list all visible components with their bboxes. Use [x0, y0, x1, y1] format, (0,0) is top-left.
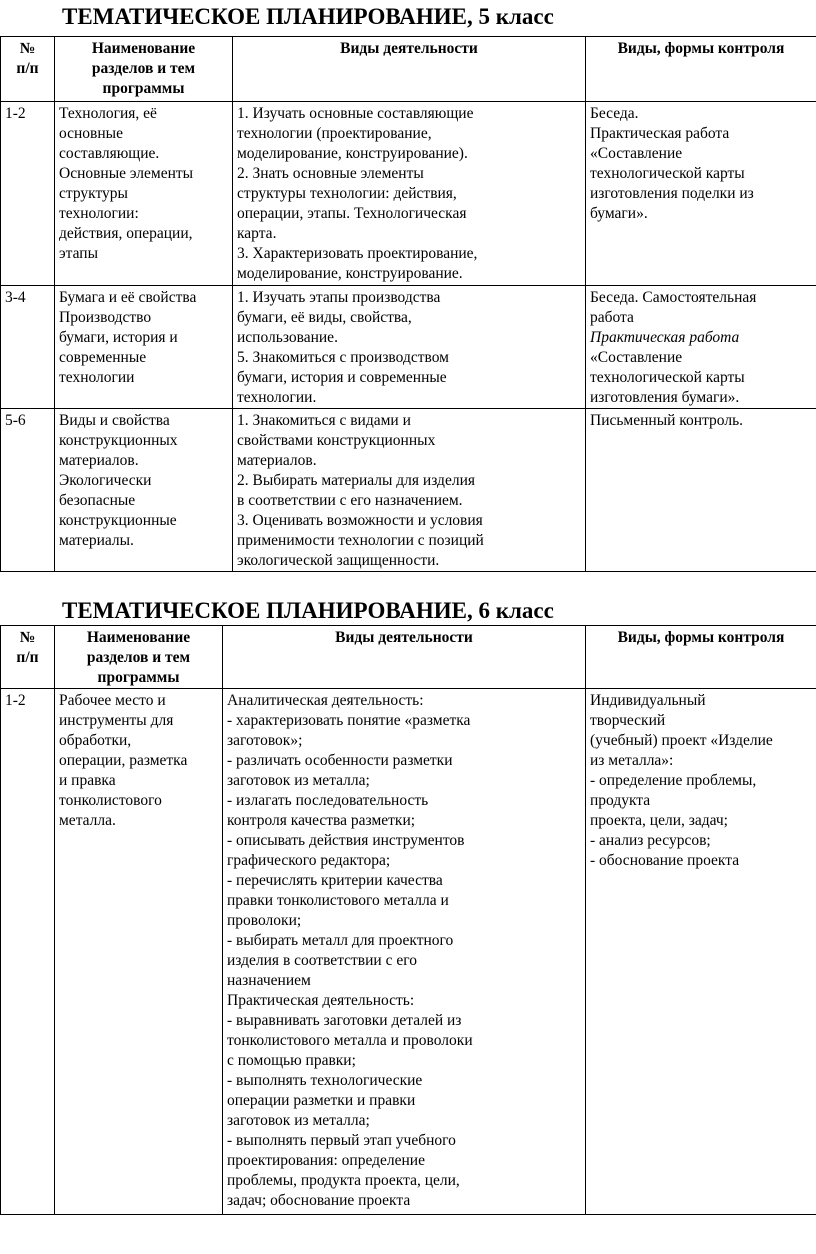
header-text: Наименование: [91, 40, 196, 57]
table-header-row: [1, 626, 816, 689]
text-line: Аналитическая деятельность:: [227, 692, 424, 709]
text-line: тонколистового металла и проволоки: [227, 1032, 473, 1049]
text-line: заготовок из металла;: [227, 1112, 370, 1129]
text-line: в соответствии с его назначением.: [237, 492, 463, 509]
text-line: - выполнять первый этап учебного: [227, 1132, 456, 1149]
header-text: программы: [97, 669, 180, 686]
text-line: составляющие.: [59, 145, 160, 162]
text-line: конструкционные: [59, 512, 177, 529]
text-line: технологии.: [237, 389, 317, 406]
text-line: Бумага и её свойства: [59, 289, 197, 306]
header-text: программы: [102, 80, 185, 97]
header-activity: [223, 626, 586, 689]
header-text: разделов и тем: [86, 649, 191, 666]
text-line: 2. Выбирать материалы для изделия: [237, 472, 475, 489]
row-activity: [223, 689, 586, 1215]
text-line: технологии: [59, 369, 135, 386]
section-title-grade-5: ТЕМАТИЧЕСКОЕ ПЛАНИРОВАНИЕ, 5 класс: [62, 4, 554, 29]
text-line: проекта, цели, задач;: [590, 812, 728, 829]
text-line: Практическая работа: [590, 125, 730, 142]
text-line: 3. Характеризовать проектирование,: [237, 245, 478, 262]
text-line: экологической защищенности.: [237, 552, 440, 569]
table-row: [1, 102, 816, 286]
row-control: [586, 689, 816, 1215]
text-line: - различать особенности разметки: [227, 752, 453, 769]
text-line: бумаги».: [590, 205, 648, 222]
text-line: назначением: [227, 972, 311, 989]
text-line: - перечислять критерии качества: [227, 872, 443, 889]
row-number: 5-6: [1, 409, 55, 572]
text-line: изготовления поделки из: [590, 185, 754, 202]
text-line: контроля качества разметки;: [227, 812, 416, 829]
text-line: бумаги, история и современные: [237, 369, 447, 386]
row-activity: [233, 102, 586, 286]
text-line: применимости технологии с позиций: [237, 532, 484, 549]
text-line: Индивидуальный: [590, 692, 706, 709]
text-line: моделирование, конструирование.: [237, 265, 463, 282]
text-line: карта.: [237, 225, 277, 242]
table-row: [1, 409, 816, 572]
text-line: изделия в соответствии с его: [227, 952, 417, 969]
text-line: материалов.: [237, 452, 317, 469]
row-control: [586, 286, 816, 409]
header-text: разделов и тем: [91, 60, 196, 77]
plan-table-grade-6: [0, 625, 816, 1215]
text-line: технологии:: [59, 205, 139, 222]
text-line: - описывать действия инструментов: [227, 832, 465, 849]
row-control: [586, 102, 816, 286]
text-line: Рабочее место и: [59, 692, 166, 709]
header-topic: [55, 37, 233, 102]
text-line: - выполнять технологические: [227, 1072, 423, 1089]
text-line: Практическая деятельность:: [227, 992, 415, 1009]
row-activity: [233, 409, 586, 572]
text-line: изготовления бумаги».: [590, 389, 740, 406]
text-line: использование.: [237, 329, 338, 346]
text-line: материалов.: [59, 452, 139, 469]
text-line: - анализ ресурсов;: [590, 832, 711, 849]
text-line: Виды и свойства: [59, 412, 170, 429]
header-text: п/п: [16, 649, 39, 666]
text-line: операции разметки и правки: [227, 1092, 416, 1109]
text-line: - выравнивать заготовки деталей из: [227, 1012, 462, 1029]
text-line: проволоки;: [227, 912, 302, 929]
header-text: Виды, формы контроля: [617, 40, 785, 57]
text-line: Практическая работа: [590, 329, 740, 346]
text-line: Беседа.: [590, 105, 639, 122]
text-line: операции, этапы. Технологическая: [237, 205, 467, 222]
header-text: №: [19, 40, 36, 57]
table-row: [1, 286, 816, 409]
text-line: обработки,: [59, 732, 132, 749]
text-line: - характеризовать понятие «разметка: [227, 712, 471, 729]
text-line: бумаги, история и: [59, 329, 178, 346]
text-line: технологии (проектирование,: [237, 125, 432, 142]
text-line: 1. Изучать этапы производства: [237, 289, 441, 306]
text-line: - обоснование проекта: [590, 852, 740, 869]
row-number: 1-2: [1, 102, 55, 286]
text-line: и правка: [59, 772, 116, 789]
text-line: заготовок из металла;: [227, 772, 370, 789]
text-line: технологической карты: [590, 165, 745, 182]
text-line: 2. Знать основные элементы: [237, 165, 424, 182]
header-control: [586, 626, 816, 689]
row-control: [586, 409, 816, 572]
text-line: бумаги, её виды, свойства,: [237, 309, 412, 326]
text-line: (учебный) проект «Изделие: [590, 732, 773, 749]
text-line: «Составление: [590, 145, 683, 162]
text-line: Технология, её: [59, 105, 157, 122]
text-line: с помощью правки;: [227, 1052, 356, 1069]
row-number: 3-4: [1, 286, 55, 409]
text-line: технологической карты: [590, 369, 745, 386]
text-line: структуры технологии: действия,: [237, 185, 457, 202]
text-line: проектирования: определение: [227, 1152, 425, 1169]
plan-table-grade-5: [0, 36, 816, 572]
row-topic: [55, 689, 223, 1215]
text-line: 1. Знакомиться с видами и: [237, 412, 411, 429]
text-line: Экологически: [59, 472, 152, 489]
header-activity: [233, 37, 586, 102]
text-line: структуры: [59, 185, 128, 202]
text-line: работа: [590, 309, 634, 326]
row-activity: [233, 286, 586, 409]
row-topic: [55, 102, 233, 286]
text-line: материалы.: [59, 532, 134, 549]
table-row: [1, 689, 816, 1215]
text-line: проблемы, продукта проекта, цели,: [227, 1172, 460, 1189]
header-text: Виды деятельности: [335, 629, 473, 646]
text-line: 1. Изучать основные составляющие: [237, 105, 474, 122]
text-line: графического редактора;: [227, 852, 391, 869]
text-line: «Составление: [590, 349, 683, 366]
text-line: правки тонколистового металла и: [227, 892, 449, 909]
section-title-grade-6: ТЕМАТИЧЕСКОЕ ПЛАНИРОВАНИЕ, 6 класс: [62, 598, 554, 623]
text-line: из металла»:: [590, 752, 674, 769]
header-number: [1, 37, 55, 102]
text-line: Производство: [59, 309, 152, 326]
text-line: тонколистового: [59, 792, 162, 809]
header-text: №: [19, 629, 36, 646]
row-topic: [55, 409, 233, 572]
text-line: свойствами конструкционных: [237, 432, 436, 449]
text-line: моделирование, конструирование).: [237, 145, 468, 162]
row-number: 1-2: [1, 689, 55, 1215]
text-line: - излагать последовательность: [227, 792, 429, 809]
row-topic: [55, 286, 233, 409]
text-line: - выбирать металл для проектного: [227, 932, 454, 949]
header-topic: [55, 626, 223, 689]
text-line: - определение проблемы,: [590, 772, 757, 789]
text-line: этапы: [59, 245, 98, 262]
text-line: задач; обоснование проекта: [227, 1192, 411, 1209]
header-text: п/п: [16, 60, 39, 77]
text-line: Основные элементы: [59, 165, 194, 182]
text-line: 3. Оценивать возможности и условия: [237, 512, 483, 529]
header-control: [586, 37, 816, 102]
text-line: инструменты для: [59, 712, 174, 729]
text-line: операции, разметка: [59, 752, 188, 769]
text-line: современные: [59, 349, 147, 366]
text-line: безопасные: [59, 492, 136, 509]
text-line: Беседа. Самостоятельная: [590, 289, 757, 306]
header-text: Наименование: [86, 629, 191, 646]
text-line: конструкционных: [59, 432, 178, 449]
text-line: Письменный контроль.: [590, 412, 744, 429]
text-line: металла.: [59, 812, 116, 829]
text-line: творческий: [590, 712, 666, 729]
header-text: Виды, формы контроля: [617, 629, 785, 646]
table-header-row: [1, 37, 816, 102]
text-line: основные: [59, 125, 123, 142]
text-line: продукта: [590, 792, 651, 809]
text-line: действия, операции,: [59, 225, 193, 242]
text-line: 5. Знакомиться с производством: [237, 349, 449, 366]
text-line: заготовок»;: [227, 732, 303, 749]
header-text: Виды деятельности: [340, 40, 478, 57]
header-number: [1, 626, 55, 689]
